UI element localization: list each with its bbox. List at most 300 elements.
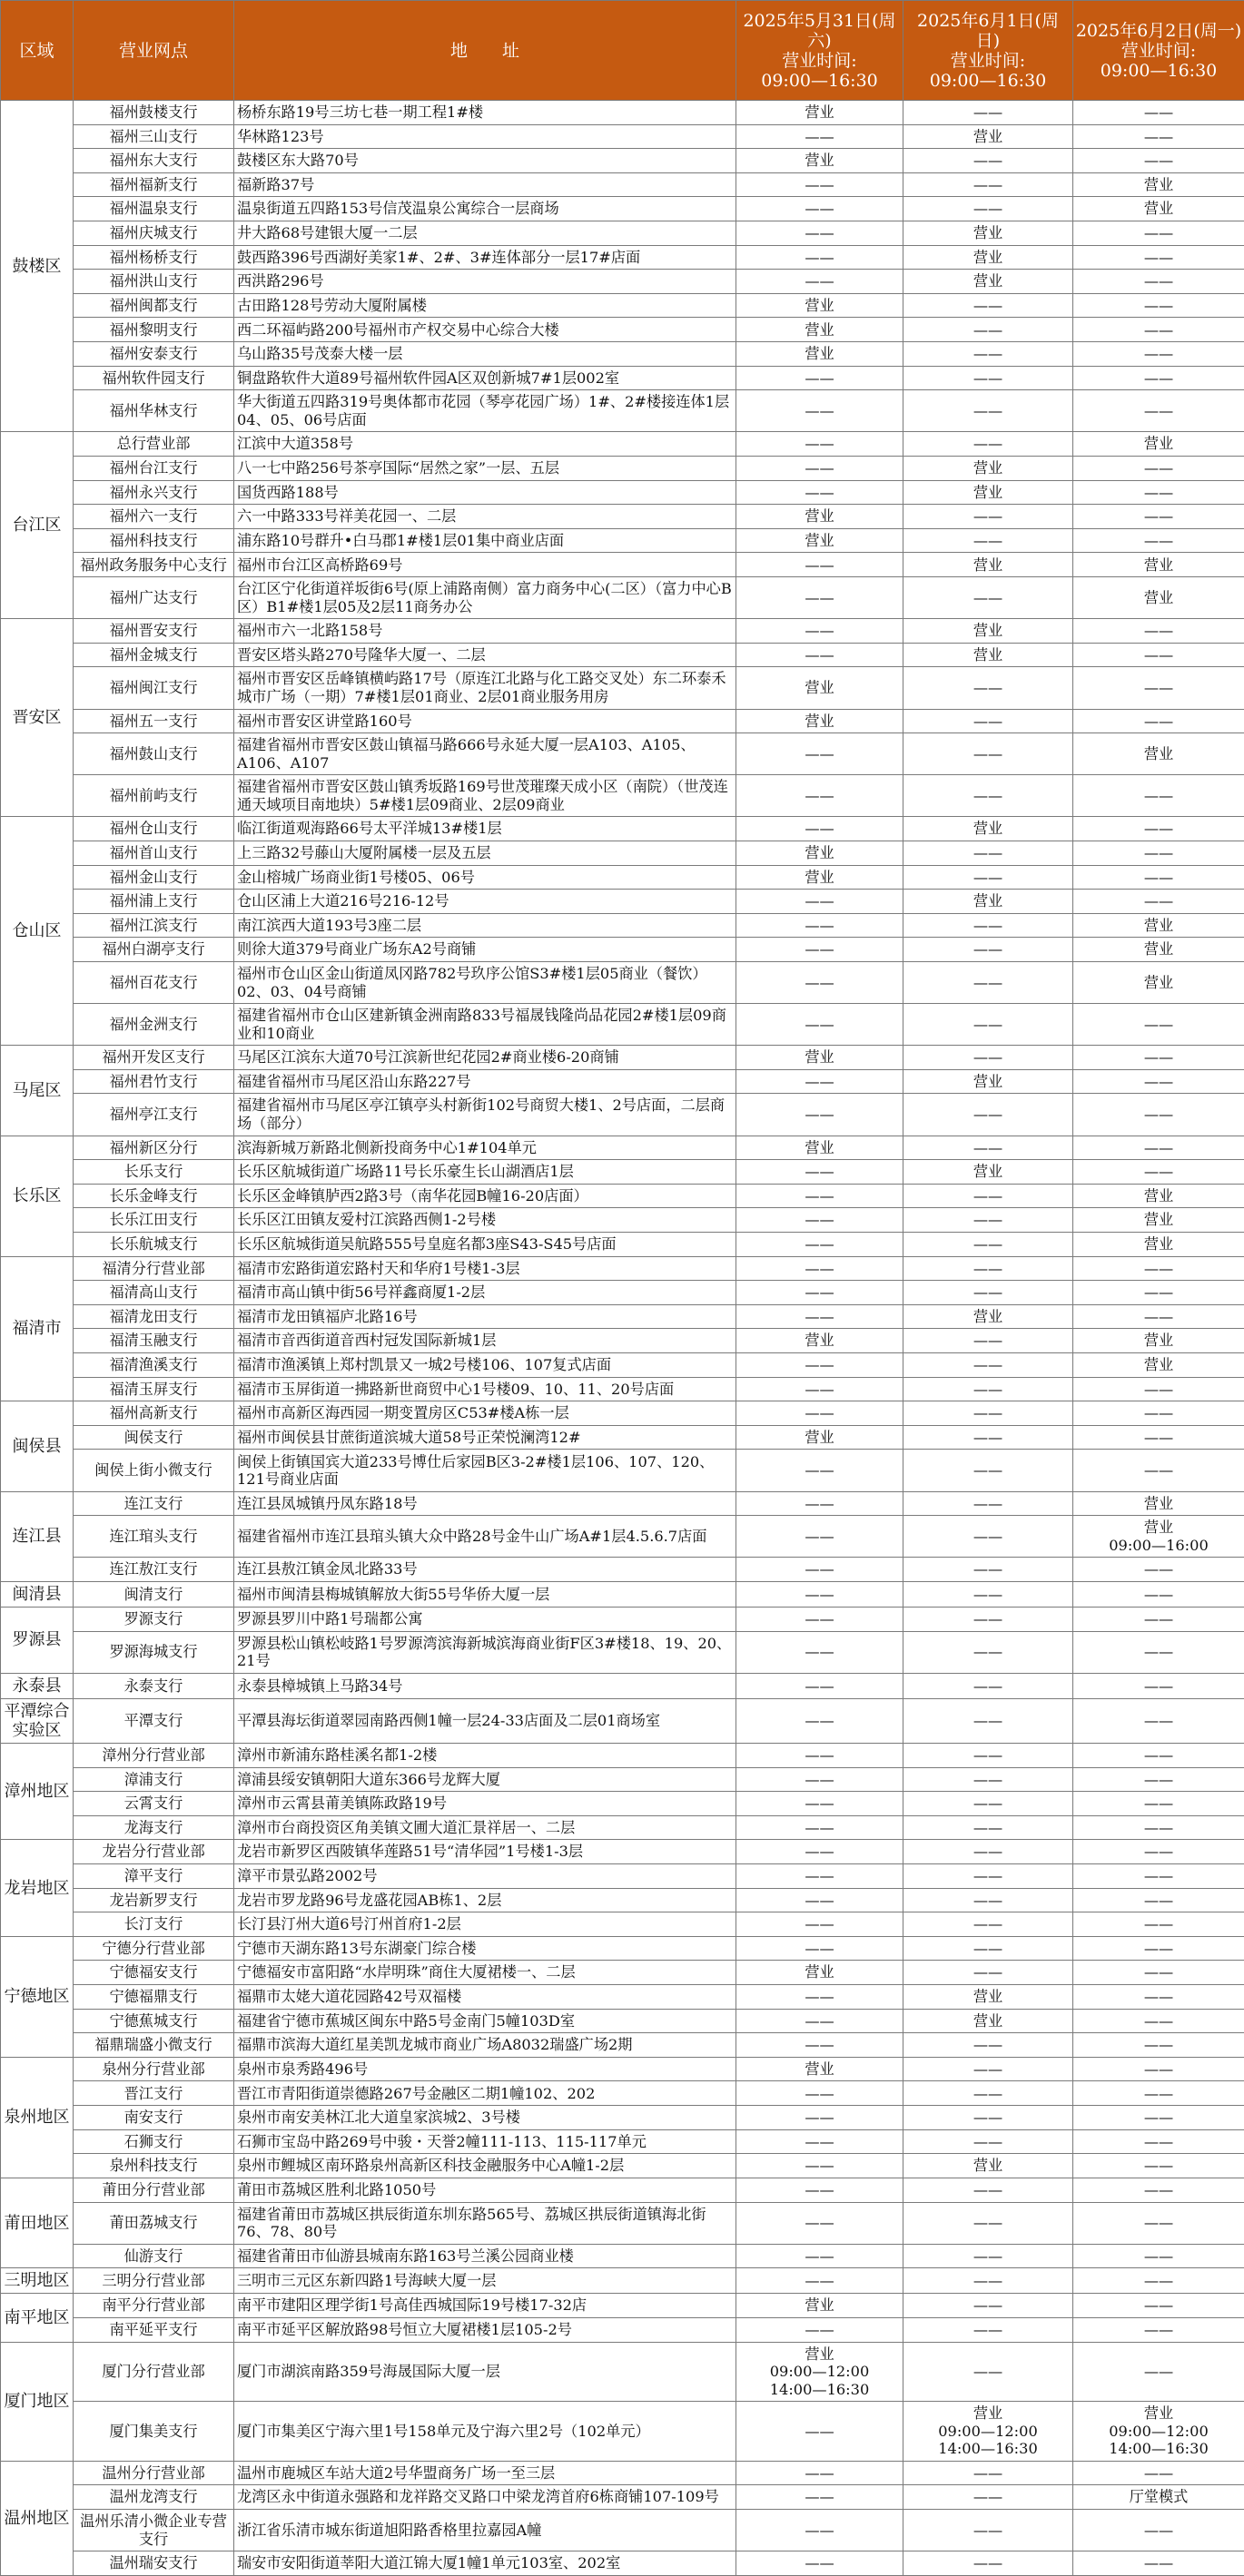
status-day-1: —— xyxy=(736,1069,903,1094)
branch-name: 南平延平支行 xyxy=(74,2317,234,2342)
table-row xyxy=(1,865,1244,890)
table-row xyxy=(1,817,1244,841)
status-day-2: —— xyxy=(903,1329,1073,1353)
status-day-3: 营业 xyxy=(1073,938,1244,962)
status-day-1: —— xyxy=(736,197,903,221)
status-day-1: —— xyxy=(736,1888,903,1912)
branch-address: 泉州市南安美林江北大道皇家滨城2、3号楼 xyxy=(234,2106,736,2130)
branch-address: 温泉街道五四路153号信茂温泉公寓综合一层商场 xyxy=(234,197,736,221)
branch-name: 长汀支行 xyxy=(74,1912,234,1937)
branch-name: 龙岩新罗支行 xyxy=(74,1888,234,1912)
status-day-3: —— xyxy=(1073,270,1244,294)
status-day-3: 营业 xyxy=(1073,1184,1244,1208)
status-day-2: —— xyxy=(903,1961,1073,1985)
branch-name: 温州分行营业部 xyxy=(74,2461,234,2485)
status-day-1: 营业 xyxy=(736,1046,903,1070)
status-day-2: —— xyxy=(903,1815,1073,1840)
status-day-3: 营业 xyxy=(1073,733,1244,775)
status-day-3: —— xyxy=(1073,1281,1244,1305)
table-row xyxy=(1,2081,1244,2106)
branch-name: 福州亭江支行 xyxy=(74,1094,234,1136)
branch-name: 厦门分行营业部 xyxy=(74,2342,234,2402)
branch-name: 福州白湖亭支行 xyxy=(74,938,234,962)
status-day-1: —— xyxy=(736,2551,903,2576)
branch-address: 金山榕城广场商业街1号楼05、06号 xyxy=(234,865,736,890)
status-day-3: —— xyxy=(1073,1558,1244,1582)
status-day-2: —— xyxy=(903,1004,1073,1046)
branch-address: 国货西路188号 xyxy=(234,480,736,505)
branch-address: 宁德福安市富阳路“水岸明珠”商住大厦裙楼一、二层 xyxy=(234,1961,736,1985)
status-day-1: —— xyxy=(736,1208,903,1233)
branch-address: 长乐区金峰镇胪西2路3号（南华花园B幢16-20店面） xyxy=(234,1184,736,1208)
status-day-2: —— xyxy=(903,775,1073,817)
status-day-2: —— xyxy=(903,2485,1073,2510)
status-day-2: —— xyxy=(903,432,1073,457)
status-day-1: 营业 xyxy=(736,528,903,553)
branch-address: 龙岩市新罗区西陂镇华莲路51号“清华园”1号楼1-3层 xyxy=(234,1840,736,1864)
status-day-1: —— xyxy=(736,2268,903,2294)
branch-address: 福清市龙田镇福庐北路16号 xyxy=(234,1304,736,1329)
status-day-2: —— xyxy=(903,149,1073,173)
status-day-1: —— xyxy=(736,366,903,390)
table-row xyxy=(1,577,1244,619)
status-day-3: —— xyxy=(1073,1256,1244,1281)
status-day-3: 营业 xyxy=(1073,1353,1244,1378)
status-day-3: 营业 xyxy=(1073,553,1244,577)
branch-address: 漳州市新浦东路桂溪名都1-2楼 xyxy=(234,1743,736,1767)
table-row xyxy=(1,733,1244,775)
table-row xyxy=(1,528,1244,553)
branch-name: 宁德蕉城支行 xyxy=(74,2009,234,2033)
status-day-1: —— xyxy=(736,270,903,294)
district-cell: 温州地区 xyxy=(1,2461,74,2575)
table-row xyxy=(1,149,1244,173)
status-day-3: —— xyxy=(1073,2268,1244,2294)
status-day-1: —— xyxy=(736,1792,903,1816)
status-day-3: —— xyxy=(1073,1888,1244,1912)
status-day-2: —— xyxy=(903,1581,1073,1607)
branch-name: 福州台江支行 xyxy=(74,457,234,481)
status-day-3: —— xyxy=(1073,1864,1244,1889)
district-cell: 漳州地区 xyxy=(1,1743,74,1839)
status-day-3: —— xyxy=(1073,2009,1244,2033)
branch-address: 南平市延平区解放路98号恒立大厦裙楼1层105-2号 xyxy=(234,2317,736,2342)
status-day-2: —— xyxy=(903,577,1073,619)
table-row xyxy=(1,1160,1244,1185)
table-row xyxy=(1,2009,1244,2033)
branch-address: 浦东路10号群升•白马郡1#楼1层01集中商业店面 xyxy=(234,528,736,553)
branch-address: 福清市渔溪镇上郑村凯景又一城2号楼106、107复式店面 xyxy=(234,1353,736,1378)
district-cell: 闽侯县 xyxy=(1,1401,74,1491)
branch-name: 石狮支行 xyxy=(74,2129,234,2154)
table-row xyxy=(1,1304,1244,1329)
table-row xyxy=(1,1208,1244,1233)
status-day-1: 营业 xyxy=(736,2057,903,2081)
branch-address: 福州市六一北路158号 xyxy=(234,619,736,644)
status-day-3: —— xyxy=(1073,2106,1244,2130)
branch-name: 福州政务服务中心支行 xyxy=(74,553,234,577)
branch-address: 仓山区浦上大道216号216-12号 xyxy=(234,890,736,914)
status-day-3: —— xyxy=(1073,1631,1244,1673)
branch-address: 台江区宁化街道祥坂街6号(原上浦路南侧）富力商务中心(二区）（富力中心B区）B1#楼1层05及2层11商务办公 xyxy=(234,577,736,619)
branch-address: 井大路68号建银大厦一二层 xyxy=(234,221,736,246)
branch-address: 福建省福州市马尾区沿山东路227号 xyxy=(234,1069,736,1094)
branch-name: 福清玉融支行 xyxy=(74,1329,234,1353)
table-row xyxy=(1,1256,1244,1281)
branch-name: 罗源海城支行 xyxy=(74,1631,234,1673)
status-day-2: 营业 xyxy=(903,221,1073,246)
status-day-1: —— xyxy=(736,1401,903,1426)
branch-address: 漳浦县绥安镇朝阳大道东366号龙辉大厦 xyxy=(234,1767,736,1792)
status-day-2: —— xyxy=(903,733,1073,775)
status-day-2: 营业 xyxy=(903,553,1073,577)
status-day-2: —— xyxy=(903,1936,1073,1961)
branch-address: 八一七中路256号茶亭国际“居然之家”一层、五层 xyxy=(234,457,736,481)
status-day-3: —— xyxy=(1073,1767,1244,1792)
status-day-3: —— xyxy=(1073,1401,1244,1426)
branch-address: 福建省福州市晋安区鼓山镇福马路666号永延大厦一层A103、A105、A106、A107 xyxy=(234,733,736,775)
status-day-2: —— xyxy=(903,1281,1073,1305)
status-day-3: —— xyxy=(1073,1815,1244,1840)
status-day-2: —— xyxy=(903,2129,1073,2154)
status-day-3: 营业 xyxy=(1073,962,1244,1004)
table-row xyxy=(1,1673,1244,1698)
status-day-2: —— xyxy=(903,342,1073,367)
status-day-2: —— xyxy=(903,2294,1073,2318)
status-day-1: —— xyxy=(736,913,903,938)
status-day-3: —— xyxy=(1073,1792,1244,1816)
status-day-3: —— xyxy=(1073,1961,1244,1985)
table-row xyxy=(1,2057,1244,2081)
branch-name: 闽清支行 xyxy=(74,1581,234,1607)
district-cell: 莆田地区 xyxy=(1,2178,74,2267)
branch-name: 连江琯头支行 xyxy=(74,1516,234,1558)
status-day-3: —— xyxy=(1073,245,1244,270)
status-day-2: —— xyxy=(903,1558,1073,1582)
table-row xyxy=(1,1936,1244,1961)
table-row xyxy=(1,775,1244,817)
branch-name: 福州软件园支行 xyxy=(74,366,234,390)
status-day-2: —— xyxy=(903,1256,1073,1281)
status-day-3: —— xyxy=(1073,890,1244,914)
branch-name: 福州闽江支行 xyxy=(74,667,234,709)
branch-name: 福州开发区支行 xyxy=(74,1046,234,1070)
branch-name: 宁德福鼎支行 xyxy=(74,1985,234,2010)
branch-address: 福州市晋安区讲堂路160号 xyxy=(234,709,736,733)
status-day-1: —— xyxy=(736,1698,903,1743)
status-day-1: —— xyxy=(736,2129,903,2154)
status-day-3: 营业 xyxy=(1073,577,1244,619)
table-row xyxy=(1,318,1244,342)
branch-address: 厦门市湖滨南路359号海晟国际大厦一层 xyxy=(234,2342,736,2402)
status-day-1: 营业 xyxy=(736,318,903,342)
branch-address: 福州市闽侯县甘蔗街道滨城大道58号正荣悦澜湾12# xyxy=(234,1425,736,1450)
status-day-2: —— xyxy=(903,709,1073,733)
branch-address: 泉州市泉秀路496号 xyxy=(234,2057,736,2081)
status-day-2: —— xyxy=(903,1232,1073,1256)
branch-address: 则徐大道379号商业广场东A2号商铺 xyxy=(234,938,736,962)
table-row xyxy=(1,1004,1244,1046)
header-date-1: 2025年5月31日(周六) 营业时间: 09:00—16:30 xyxy=(736,1,903,101)
status-day-1: —— xyxy=(736,1184,903,1208)
branch-address: 鼓西路396号西湖好美家1#、2#、3#连体部分一层17#店面 xyxy=(234,245,736,270)
branch-name: 福州科技支行 xyxy=(74,528,234,553)
status-day-3: —— xyxy=(1073,124,1244,149)
branch-name: 福州六一支行 xyxy=(74,505,234,529)
status-day-2: —— xyxy=(903,1516,1073,1558)
status-day-3: 营业 09:00—12:00 14:00—16:30 xyxy=(1073,2402,1244,2462)
branch-name: 福州鼓楼支行 xyxy=(74,101,234,125)
status-day-2: —— xyxy=(903,2033,1073,2058)
status-day-3: —— xyxy=(1073,619,1244,644)
status-day-2: —— xyxy=(903,2106,1073,2130)
branch-address: 上三路32号藤山大厦附属楼一层及五层 xyxy=(234,841,736,865)
status-day-3: —— xyxy=(1073,2551,1244,2576)
branch-name: 福州五一支行 xyxy=(74,709,234,733)
status-day-1: —— xyxy=(736,432,903,457)
status-day-1: —— xyxy=(736,962,903,1004)
branch-address: 福建省福州市马尾区亭江镇亭头村新街102号商贸大楼1、2号店面，二层商场（部分） xyxy=(234,1094,736,1136)
branch-name: 福州新区分行 xyxy=(74,1136,234,1160)
branch-name: 福州永兴支行 xyxy=(74,480,234,505)
status-day-3: —— xyxy=(1073,2342,1244,2402)
table-row xyxy=(1,172,1244,197)
status-day-1: —— xyxy=(736,221,903,246)
table-row xyxy=(1,890,1244,914)
status-day-3: —— xyxy=(1073,1136,1244,1160)
branch-address: 福清市高山镇中街56号祥鑫商厦1-2层 xyxy=(234,1281,736,1305)
status-day-1: —— xyxy=(736,1450,903,1491)
table-row xyxy=(1,1558,1244,1582)
status-day-1: 营业 xyxy=(736,709,903,733)
status-day-2: —— xyxy=(903,1840,1073,1864)
status-day-1: —— xyxy=(736,2485,903,2510)
branch-address: 福建省福州市连江县琯头镇大众中路28号金牛山广场A#1层4.5.6.7店面 xyxy=(234,1516,736,1558)
status-day-1: 营业 xyxy=(736,841,903,865)
table-row xyxy=(1,1329,1244,1353)
table-row xyxy=(1,2129,1244,2154)
status-day-3: 营业 xyxy=(1073,1208,1244,1233)
district-cell: 平潭综合实验区 xyxy=(1,1698,74,1743)
status-day-1: —— xyxy=(736,577,903,619)
status-day-1: —— xyxy=(736,124,903,149)
status-day-3: 营业 xyxy=(1073,1329,1244,1353)
branch-address: 滨海新城万新路北侧新投商务中心1#104单元 xyxy=(234,1136,736,1160)
header-branch: 营业网点 xyxy=(74,1,234,101)
status-day-2: —— xyxy=(903,1491,1073,1516)
status-day-3: —— xyxy=(1073,1840,1244,1864)
status-day-1: —— xyxy=(736,1094,903,1136)
table-row xyxy=(1,1491,1244,1516)
status-day-3: —— xyxy=(1073,528,1244,553)
status-day-2: —— xyxy=(903,667,1073,709)
status-day-2: 营业 xyxy=(903,2009,1073,2033)
status-day-1: —— xyxy=(736,2244,903,2268)
table-row xyxy=(1,2485,1244,2510)
branch-name: 莆田分行营业部 xyxy=(74,2178,234,2202)
table-row xyxy=(1,1046,1244,1070)
branch-name: 福州东大支行 xyxy=(74,149,234,173)
table-row xyxy=(1,245,1244,270)
table-row xyxy=(1,366,1244,390)
table-row xyxy=(1,841,1244,865)
branch-address: 长乐区江田镇友爱村江滨路西侧1-2号楼 xyxy=(234,1208,736,1233)
branch-name: 南安支行 xyxy=(74,2106,234,2130)
status-day-2: —— xyxy=(903,841,1073,865)
status-day-2: 营业 xyxy=(903,124,1073,149)
branch-address: 平潭县海坛街道翠园南路西侧1幢一层24-33店面及二层01商场室 xyxy=(234,1698,736,1743)
status-day-2: —— xyxy=(903,2510,1073,2551)
branch-name: 漳州分行营业部 xyxy=(74,1743,234,1767)
table-row xyxy=(1,270,1244,294)
status-day-2: —— xyxy=(903,1792,1073,1816)
status-day-2: —— xyxy=(903,938,1073,962)
status-day-3: —— xyxy=(1073,1377,1244,1401)
status-day-2: —— xyxy=(903,528,1073,553)
table-row xyxy=(1,432,1244,457)
district-cell: 龙岩地区 xyxy=(1,1840,74,1936)
status-day-1: —— xyxy=(736,1864,903,1889)
branch-address: 南平市建阳区理学街1号高佳西城国际19号楼17-32店 xyxy=(234,2294,736,2318)
status-day-1: —— xyxy=(736,1815,903,1840)
table-row xyxy=(1,2510,1244,2551)
district-cell: 永泰县 xyxy=(1,1673,74,1698)
status-day-2: —— xyxy=(903,1208,1073,1233)
status-day-3: —— xyxy=(1073,2294,1244,2318)
table-row xyxy=(1,1888,1244,1912)
table-row xyxy=(1,643,1244,667)
branch-address: 三明市三元区东新四路1号海峡大厦一层 xyxy=(234,2268,736,2294)
branch-address: 乌山路35号茂泰大楼一层 xyxy=(234,342,736,367)
status-day-3: —— xyxy=(1073,1094,1244,1136)
status-day-3: —— xyxy=(1073,221,1244,246)
branch-address: 龙湾区永中街道永强路和龙祥路交叉路口中梁龙湾首府6栋商铺107-109号 xyxy=(234,2485,736,2510)
table-row xyxy=(1,1069,1244,1094)
table-row xyxy=(1,1281,1244,1305)
status-day-3: —— xyxy=(1073,1912,1244,1937)
table-row xyxy=(1,1450,1244,1491)
branch-address: 福州市闽清县梅城镇解放大街55号华侨大厦一层 xyxy=(234,1581,736,1607)
branch-name: 长乐支行 xyxy=(74,1160,234,1185)
district-cell: 南平地区 xyxy=(1,2294,74,2342)
table-row xyxy=(1,913,1244,938)
branch-name: 厦门集美支行 xyxy=(74,2402,234,2462)
table-row xyxy=(1,1961,1244,1985)
branch-name: 福州金洲支行 xyxy=(74,1004,234,1046)
branch-address: 永泰县樟城镇上马路34号 xyxy=(234,1673,736,1698)
status-day-2: —— xyxy=(903,962,1073,1004)
table-row xyxy=(1,293,1244,318)
status-day-2: —— xyxy=(903,2461,1073,2485)
table-row xyxy=(1,1698,1244,1743)
branch-name: 温州龙湾支行 xyxy=(74,2485,234,2510)
status-day-3: —— xyxy=(1073,2033,1244,2058)
status-day-1: —— xyxy=(736,2461,903,2485)
table-row xyxy=(1,101,1244,125)
branch-address: 福新路37号 xyxy=(234,172,736,197)
branch-address: 福州市晋安区岳峰镇横屿路17号（原连江北路与化工路交叉处）东二环泰禾城市广场（一期）7#楼1层01商业、2层01商业服务用房 xyxy=(234,667,736,709)
status-day-1: 营业 xyxy=(736,1961,903,1985)
status-day-1: —— xyxy=(736,643,903,667)
status-day-1: —— xyxy=(736,457,903,481)
header-district: 区域 xyxy=(1,1,74,101)
branch-address: 厦门市集美区宁海六里1号158单元及宁海六里2号（102单元） xyxy=(234,2402,736,2462)
status-day-1: —— xyxy=(736,390,903,432)
status-day-1: —— xyxy=(736,1840,903,1864)
branch-name: 仙游支行 xyxy=(74,2244,234,2268)
status-day-3: 营业 xyxy=(1073,432,1244,457)
status-day-2: 营业 xyxy=(903,619,1073,644)
branch-name: 福州温泉支行 xyxy=(74,197,234,221)
status-day-3: 营业 xyxy=(1073,197,1244,221)
branch-address: 古田路128号劳动大厦附属楼 xyxy=(234,293,736,318)
branch-address: 连江县凤城镇丹凤东路18号 xyxy=(234,1491,736,1516)
status-day-3: —— xyxy=(1073,2081,1244,2106)
branch-address: 长汀县汀州大道6号汀州首府1-2层 xyxy=(234,1912,736,1937)
status-day-3: —— xyxy=(1073,2461,1244,2485)
table-row xyxy=(1,2268,1244,2294)
table-row xyxy=(1,505,1244,529)
status-day-3: —— xyxy=(1073,318,1244,342)
table-row xyxy=(1,480,1244,505)
status-day-2: —— xyxy=(903,1184,1073,1208)
branch-name: 福清玉屏支行 xyxy=(74,1377,234,1401)
branch-name: 罗源支行 xyxy=(74,1608,234,1632)
status-day-2: 营业 xyxy=(903,2154,1073,2178)
table-row xyxy=(1,938,1244,962)
branch-name: 福州广达支行 xyxy=(74,577,234,619)
status-day-3: 营业 xyxy=(1073,1232,1244,1256)
branch-name: 漳平支行 xyxy=(74,1864,234,1889)
status-day-2: 营业 xyxy=(903,457,1073,481)
status-day-3: —— xyxy=(1073,1743,1244,1767)
status-day-3: —— xyxy=(1073,841,1244,865)
table-row xyxy=(1,2317,1244,2342)
branch-name: 长乐航城支行 xyxy=(74,1232,234,1256)
status-day-2: 营业 xyxy=(903,245,1073,270)
district-cell: 长乐区 xyxy=(1,1136,74,1256)
status-day-2: —— xyxy=(903,1450,1073,1491)
status-day-1: 营业 xyxy=(736,667,903,709)
branch-name: 温州瑞安支行 xyxy=(74,2551,234,2576)
district-cell: 连江县 xyxy=(1,1491,74,1581)
status-day-1: —— xyxy=(736,2154,903,2178)
district-cell: 闽清县 xyxy=(1,1581,74,1607)
branch-name: 福州前屿支行 xyxy=(74,775,234,817)
status-day-1: —— xyxy=(736,553,903,577)
table-body xyxy=(1,101,1244,2576)
status-day-1: —— xyxy=(736,733,903,775)
status-day-1: —— xyxy=(736,1232,903,1256)
district-cell: 台江区 xyxy=(1,432,74,619)
branch-name: 云霄支行 xyxy=(74,1792,234,1816)
status-day-1: —— xyxy=(736,619,903,644)
status-day-1: 营业 xyxy=(736,1136,903,1160)
header-date-3: 2025年6月2日(周一) 营业时间: 09:00—16:30 xyxy=(1073,1,1244,101)
table-row xyxy=(1,1912,1244,1937)
status-day-1: 营业 xyxy=(736,293,903,318)
branch-address: 西二环福屿路200号福州市产权交易中心综合大楼 xyxy=(234,318,736,342)
status-day-1: —— xyxy=(736,2033,903,2058)
status-day-3: —— xyxy=(1073,1046,1244,1070)
status-day-1: 营业 xyxy=(736,865,903,890)
status-day-2: —— xyxy=(903,172,1073,197)
branch-name: 福州闽都支行 xyxy=(74,293,234,318)
status-day-1: —— xyxy=(736,1281,903,1305)
branch-address: 罗源县松山镇松岐路1号罗源湾滨海新城滨海商业街F区3#楼18、19、20、21号 xyxy=(234,1631,736,1673)
status-day-1: —— xyxy=(736,1377,903,1401)
table-row xyxy=(1,2033,1244,2058)
